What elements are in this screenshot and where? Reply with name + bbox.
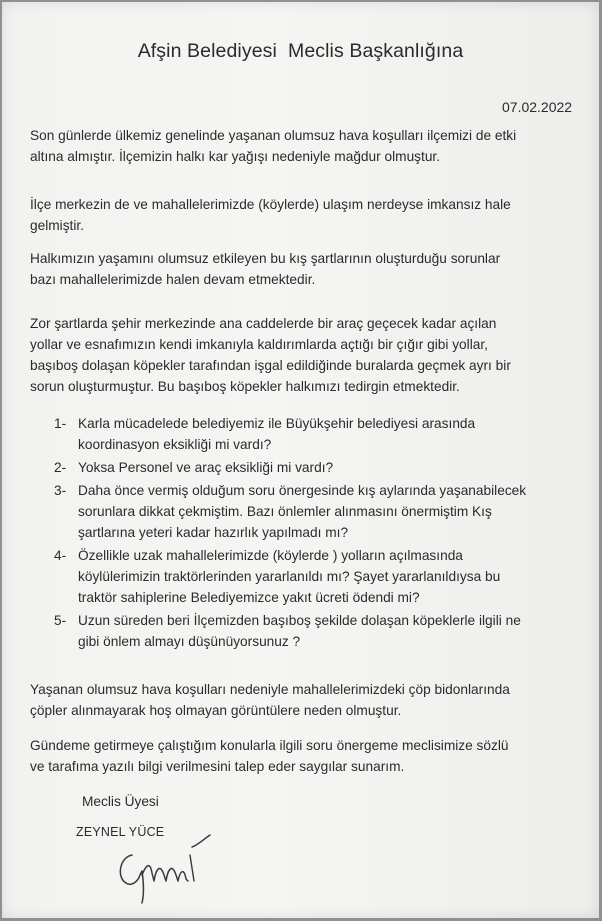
letter-page bbox=[2, 2, 599, 918]
text-line: Halkımızın yaşamını olumsuz etkileyen bu kış şartlarının oluşturduğu sorunlar bbox=[30, 251, 501, 266]
text-line: şartlarına yeteri kadar hazırlık yapılmadı mı? bbox=[78, 525, 349, 540]
text-line: traktör sahiplerine Belediyemizce yakıt ücreti ödendi mi? bbox=[78, 590, 420, 605]
text-line: İlçe merkezin de ve mahallelerimizde (köylerde) ulaşım nerdeyse imkansız hale bbox=[30, 197, 511, 212]
text-line: çöpler alınmayarak hoş olmayan görüntülere neden olmuştur. bbox=[30, 703, 402, 718]
paragraph-2 bbox=[30, 194, 585, 236]
text-line: yollar ve esnafımızın kendi imkanıyla kaldırımlarda açtığı bir çığır gibi yollar, bbox=[30, 337, 488, 352]
text-line: koordinasyon eksikliği mi vardı? bbox=[78, 437, 272, 452]
text-line: altına almıştır. İlçemizin halkı kar yağışı nedeniyle mağdur olmuştur. bbox=[30, 149, 441, 164]
question-item-1 bbox=[54, 413, 574, 455]
paragraph-3 bbox=[30, 248, 585, 290]
question-item-4 bbox=[54, 545, 574, 608]
question-list bbox=[54, 413, 574, 654]
text-line: Yoksa Personel ve araç eksikliği mi vardı? bbox=[78, 460, 334, 475]
text-line: Son günlerde ülkemiz genelinde yaşanan olumsuz hava koşulları ilçemizi de etki bbox=[30, 128, 517, 143]
question-number: 2- bbox=[54, 460, 67, 475]
text-line: gibi önlem almayı düşünüyorsunuz ? bbox=[78, 634, 301, 649]
text-line: Gündeme getirmeye çalıştığım konularla ilgili soru önergeme meclisimize sözlü bbox=[30, 738, 509, 753]
closing-paragraph-2 bbox=[30, 735, 585, 777]
text-line: bazı mahallelerimizde halen devam etmektedir. bbox=[30, 272, 316, 287]
text-line: gelmiştir. bbox=[30, 218, 85, 233]
question-item-5 bbox=[54, 610, 574, 652]
signer-name: ZEYNEL YÜCE bbox=[76, 825, 165, 839]
text-line: Zor şartlarda şehir merkezinde ana caddelerde bir araç geçecek kadar açılan bbox=[30, 316, 497, 331]
question-number: 5- bbox=[54, 613, 67, 628]
question-number: 1- bbox=[54, 416, 67, 431]
letter-date: 07.02.2022 bbox=[502, 99, 573, 115]
text-line: sorun oluşturmuştur. Bu başıboş köpekler halkımızı tedirgin etmektedir. bbox=[30, 379, 460, 394]
question-number: 4- bbox=[54, 548, 67, 563]
text-line: Karla mücadelede belediyemiz ile Büyükşehir belediyesi arasında bbox=[78, 416, 476, 431]
letter-title: Afşin Belediyesi Meclis Başkanlığına bbox=[137, 40, 464, 62]
text-line: Uzun süreden beri İlçemizden başıboş şekilde dolaşan köpeklerle ilgili ne bbox=[78, 613, 521, 628]
handwritten-signature bbox=[102, 825, 222, 905]
text-line: ve tarafıma yazılı bilgi verilmesini talep eder saygılar sunarım. bbox=[30, 759, 405, 774]
paragraph-4 bbox=[30, 313, 585, 397]
text-line: Özellikle uzak mahallelerimizde (köylerde ) yolların açılmasında bbox=[78, 548, 463, 563]
signer-role: Meclis Üyesi bbox=[82, 794, 159, 809]
paragraph-1 bbox=[30, 125, 585, 167]
text-line: başıboş dolaşan köpekler tarafından işgal edildiğinde buralarda geçmek ayrı bir bbox=[30, 358, 511, 373]
question-item-3 bbox=[54, 480, 574, 543]
question-item-2 bbox=[54, 457, 574, 478]
closing-paragraph-1 bbox=[30, 679, 585, 721]
text-line: sorunlara dikkat çekmiştim. Bazı önlemler alınmasını önermiştim Kış bbox=[78, 504, 492, 519]
question-number: 3- bbox=[54, 483, 67, 498]
text-line: Daha önce vermiş olduğum soru önergesinde kış aylarında yaşanabilecek bbox=[78, 483, 527, 498]
text-line: Yaşanan olumsuz hava koşulları nedeniyle mahallelerimizdeki çöp bidonlarında bbox=[30, 682, 510, 697]
text-line: köylülerimizin traktörlerinden yararlanıldı mı? Şayet yararlanıldıysa bu bbox=[78, 569, 501, 584]
